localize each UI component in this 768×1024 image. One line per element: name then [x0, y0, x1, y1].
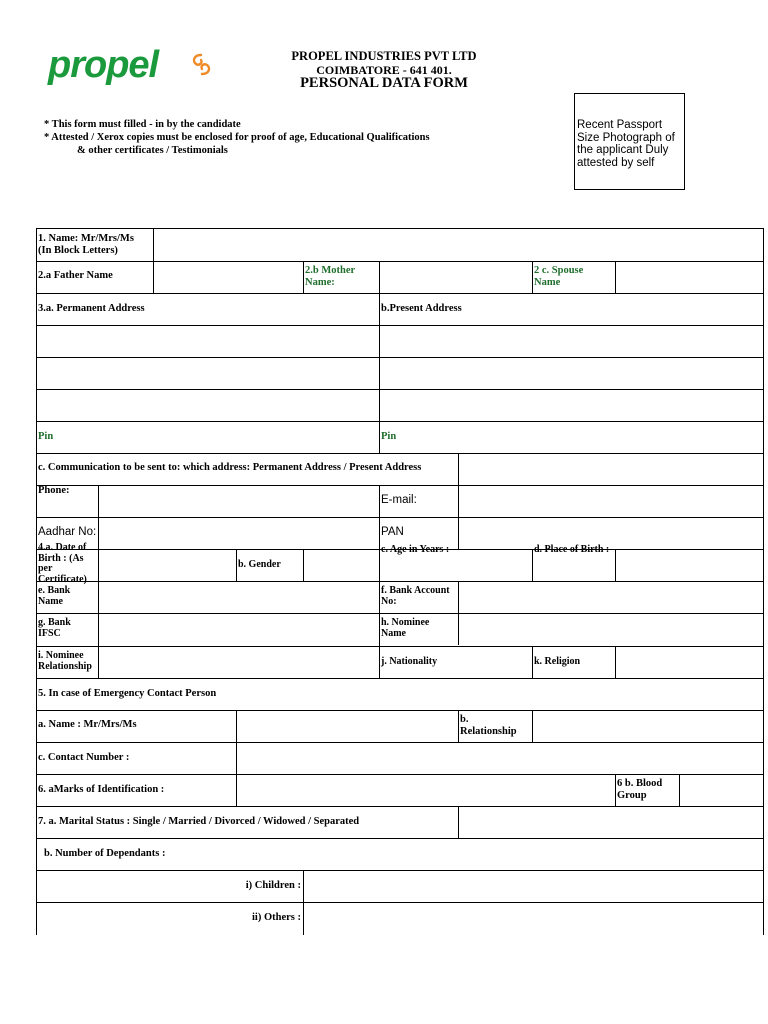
place-of-birth-label [534, 544, 614, 558]
nominee-label-line: h. Nominee [381, 617, 430, 628]
personal-data-table [36, 228, 764, 935]
mother-label-line: 2.b Mother [305, 265, 356, 276]
identification-marks-label: 6. aMarks of Identification : [38, 784, 165, 795]
spouse-label-line: 2 c. Spouse [534, 265, 584, 276]
nominee-name-label [381, 618, 429, 639]
age-label [381, 544, 457, 558]
dob-label [38, 542, 97, 585]
company-name: PROPEL INDUSTRIES PVT LTD [291, 49, 477, 63]
name-label-line: (In Block Letters) [38, 244, 118, 256]
spouse-name-label [534, 265, 583, 288]
bank-name-label-line: e. Bank [38, 585, 71, 596]
communication-label: c. Communication to be sent to: which address: Permanent Address / Present Address [38, 462, 422, 473]
ifsc-label-line: g. Bank [38, 617, 71, 628]
email-label: E-mail: [381, 494, 417, 506]
instruction-line: & other certificates / Testimonials [77, 145, 228, 156]
instruction-line: * Attested / Xerox copies must be enclosed for proof of age, Educational Qualifications [44, 132, 430, 143]
nom-rel-label-line: Relationship [38, 660, 92, 672]
bank-acc-label-line: No: [381, 595, 397, 607]
phone-label: Phone: [38, 485, 70, 496]
ifsc-label-line: IFSC [38, 627, 61, 639]
aadhar-label: Aadhar No: [38, 526, 97, 538]
mother-label-line: Name: [305, 276, 335, 288]
mother-name-label [305, 265, 355, 288]
company-city: COIMBATORE - 641 401. [316, 63, 452, 77]
form-title: PERSONAL DATA FORM [300, 75, 468, 91]
dob-label-line: Birth : (As [38, 552, 84, 564]
bank-ifsc-label [38, 618, 71, 639]
dependants-label: b. Number of Dependants : [44, 848, 166, 859]
emergency-contact-label: 5. In case of Emergency Contact Person [38, 688, 217, 699]
pan-label: PAN [381, 526, 404, 538]
gender-label: b. Gender [238, 559, 281, 570]
religion-label: k. Religion [534, 656, 581, 667]
age-label-line: c. Age in Years : [381, 544, 450, 555]
bank-account-label [381, 586, 450, 607]
em-rel-label-line: Relationship [460, 725, 517, 737]
emergency-contact-number-label: c. Contact Number : [38, 752, 130, 763]
pin-label-left: Pin [38, 431, 54, 442]
emergency-name-label: a. Name : Mr/Mrs/Ms [38, 719, 137, 730]
nominee-label-line: Name [381, 627, 406, 639]
spouse-label-line: Name [534, 276, 561, 288]
bank-name-label-line: Name [38, 595, 63, 607]
logo-wordmark: propel [48, 44, 159, 86]
emergency-relationship-label [460, 714, 517, 737]
blood-label-line: Group [617, 789, 647, 801]
others-label: ii) Others : [252, 912, 301, 923]
bank-name-label [38, 586, 70, 607]
instruction-line: * This form must filled - in by the candidate [44, 119, 241, 130]
em-rel-label-line: b. [460, 714, 469, 725]
present-address-label: b.Present Address [381, 303, 462, 314]
nationality-label: j. Nationality [381, 656, 438, 667]
name-label [38, 233, 134, 256]
name-label-line: 1. Name: Mr/Mrs/Ms [38, 233, 134, 244]
blood-label-line: 6 b. Blood [617, 778, 663, 789]
blood-group-label [617, 778, 662, 801]
dob-label-line: per [38, 563, 53, 574]
permanent-address-label: 3.a. Permanent Address [38, 303, 145, 314]
bank-acc-label-line: f. Bank Account [381, 585, 450, 596]
pin-label-right: Pin [381, 431, 397, 442]
photo-box: Recent Passport Size Photograph of the applicant Duly attested by self [574, 93, 685, 190]
dob-label-line: 4.a. Date of [38, 542, 87, 553]
place-label-line: d. Place of Birth : [534, 544, 610, 555]
nom-rel-label-line: i. Nominee [38, 650, 84, 661]
dob-label-line: Certificate) [38, 573, 87, 585]
instructions [44, 118, 430, 157]
father-name-label: 2.a Father Name [38, 270, 113, 281]
nominee-relationship-label [38, 651, 92, 672]
children-label: i) Children : [245, 880, 301, 891]
marital-status-label: 7. a. Marital Status : Single / Married / Divorced / Widowed / Separated [38, 816, 360, 827]
